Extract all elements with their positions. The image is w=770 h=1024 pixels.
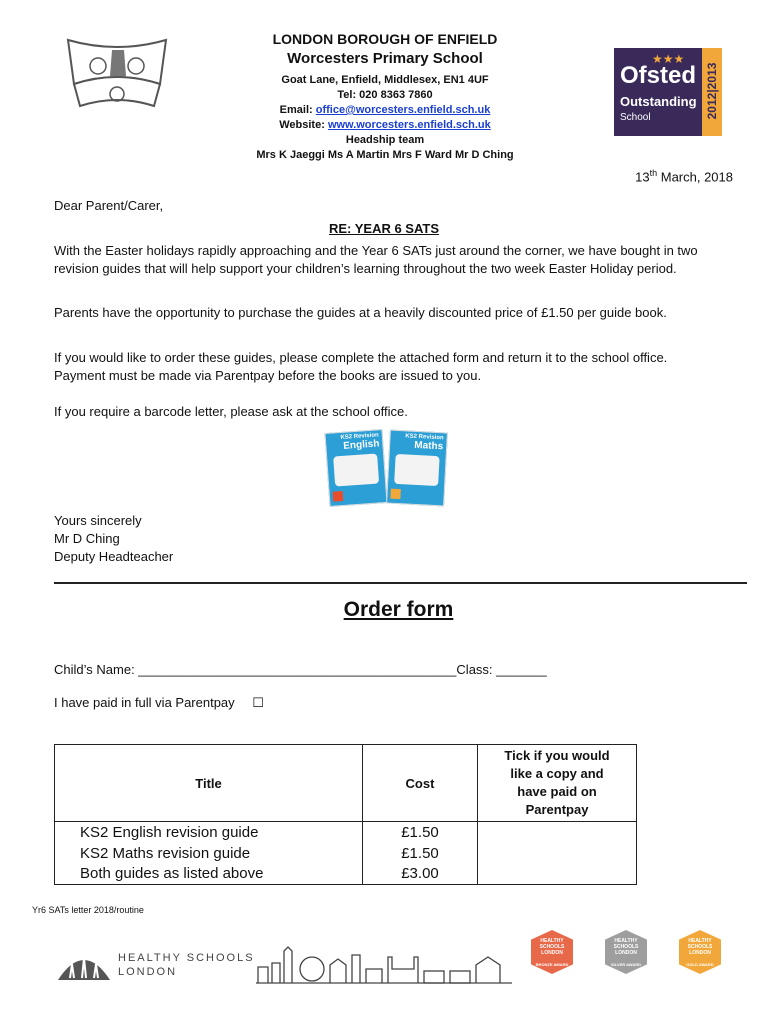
signer-name: Mr D Ching xyxy=(54,531,120,546)
class-label: Class: xyxy=(456,662,497,677)
row-cost: £1.50 xyxy=(363,822,478,843)
gold-l4: GOLD AWARD xyxy=(686,962,714,967)
maths-guide-cover xyxy=(386,430,448,507)
maths-cover-top: KS2 Revision xyxy=(405,433,444,442)
subject-text: RE: YEAR 6 SATS xyxy=(328,221,440,236)
row-title: KS2 Maths revision guide xyxy=(55,843,363,864)
letterhead xyxy=(185,30,585,163)
row-title: KS2 English revision guide xyxy=(55,822,363,843)
healthy-schools-logo xyxy=(54,944,114,984)
paid-row xyxy=(54,694,264,713)
bronze-l2: SCHOOLS xyxy=(539,944,565,950)
row-cost: £1.50 xyxy=(363,843,478,864)
english-cover-title: English xyxy=(342,438,380,452)
silver-l2: SCHOOLS xyxy=(613,944,639,950)
table-row xyxy=(55,864,637,885)
paid-checkbox[interactable]: ☐ xyxy=(252,696,264,711)
paid-label: I have paid in full via Parentpay xyxy=(54,695,235,710)
order-form-title xyxy=(0,598,770,622)
ofsted-badge xyxy=(614,48,722,136)
order-table xyxy=(54,744,637,885)
english-cover-top: KS2 Revision xyxy=(340,432,379,442)
gold-award-text xyxy=(679,938,721,968)
silver-award-text xyxy=(605,938,647,968)
letter-date xyxy=(635,164,733,186)
date-suffix: th xyxy=(649,168,658,178)
ofsted-kind: School xyxy=(620,112,651,123)
class-field[interactable]: _______ xyxy=(496,662,547,677)
row-title: Both guides as listed above xyxy=(55,864,363,885)
paragraph-1: With the Easter holidays rapidly approaching and the Year 6 SATs just around the corner, we have bought in two revision guides that will help support your children’s learning throughout the two week Easter Holiday period. xyxy=(54,243,698,276)
silver-l1: HEALTHY xyxy=(614,938,638,944)
row-cost: £3.00 xyxy=(363,864,478,885)
gold-l1: HEALTHY xyxy=(688,938,712,944)
row-tick-cell[interactable] xyxy=(478,843,637,864)
maths-cover-title: Maths xyxy=(413,439,444,453)
maths-cover-art xyxy=(394,454,440,486)
ofsted-brand: Ofsted xyxy=(620,62,697,89)
silver-l4: SILVER AWARD xyxy=(610,962,641,967)
london-skyline xyxy=(256,945,512,985)
ofsted-rating: Outstanding xyxy=(620,94,697,109)
date-rest: March, 2018 xyxy=(657,169,733,185)
footer-reference: Yr6 SATs letter 2018/routine xyxy=(32,905,144,915)
row-tick-cell[interactable] xyxy=(478,822,637,843)
table-header-row xyxy=(55,745,637,822)
bronze-award-text xyxy=(531,938,573,968)
closing: Yours sincerely xyxy=(54,513,142,528)
signer-role: Deputy Headteacher xyxy=(54,549,174,564)
child-name-row xyxy=(54,661,547,679)
website-link[interactable]: www.worcesters.enfield.sch.uk xyxy=(327,119,491,131)
english-cover-badge xyxy=(333,491,344,502)
school-phone: Tel: 020 8363 7860 xyxy=(337,89,433,101)
email-label: Email: xyxy=(279,104,316,116)
child-name-label: Child’s Name: xyxy=(54,662,139,677)
school-address: Goat Lane, Enfield, Middlesex, EN1 4UF xyxy=(281,74,489,86)
english-cover-art xyxy=(333,453,379,486)
healthy-schools-wordmark xyxy=(118,951,255,979)
paragraph-2: Parents have the opportunity to purchase the guides at a heavily discounted price of £1.50 per guide book. xyxy=(54,305,667,320)
gold-l3: LONDON xyxy=(689,950,711,956)
gold-l2: SCHOOLS xyxy=(687,944,713,950)
section-divider xyxy=(54,582,747,584)
header-tick: Tick if you would like a copy and have paid on Parentpay xyxy=(478,745,637,822)
hs-line-2: LONDON xyxy=(118,966,178,978)
bronze-l1: HEALTHY xyxy=(540,938,564,944)
people-icon xyxy=(54,944,114,984)
bronze-l3: LONDON xyxy=(541,950,563,956)
school-name: Worcesters Primary School xyxy=(287,50,483,67)
date-day: 13 xyxy=(635,169,650,185)
school-website-row xyxy=(185,118,585,133)
header-cost: Cost xyxy=(363,745,478,822)
school-email-row xyxy=(185,103,585,118)
sign-off xyxy=(54,512,173,566)
silver-l3: LONDON xyxy=(615,950,637,956)
ofsted-years: 2012|2013 xyxy=(705,62,719,120)
hs-line-1: HEALTHY SCHOOLS xyxy=(118,952,255,964)
greeting: Dear Parent/Carer, xyxy=(54,198,164,213)
email-link[interactable]: office@worcesters.enfield.sch.uk xyxy=(315,104,491,116)
header-title: Title xyxy=(55,745,363,822)
child-name-field[interactable]: ____________________________________________ xyxy=(138,662,457,677)
paragraph-4: If you require a barcode letter, please ask at the school office. xyxy=(54,404,408,419)
english-guide-cover xyxy=(324,429,387,507)
borough-name: LONDON BOROUGH OF ENFIELD xyxy=(272,31,498,47)
table-row xyxy=(55,822,637,843)
table-row xyxy=(55,843,637,864)
bronze-l4: BRONZE AWARD xyxy=(535,962,569,967)
order-form-title-text: Order form xyxy=(343,598,454,621)
school-crest-logo xyxy=(62,36,172,116)
row-tick-cell[interactable] xyxy=(478,864,637,885)
paragraph-3: If you would like to order these guides, please complete the attached form and return it to the school office. Payment must be made via Parentpay before the books are issued to you. xyxy=(54,350,668,383)
subject-line xyxy=(54,220,714,238)
website-label: Website: xyxy=(279,119,328,131)
maths-cover-badge xyxy=(390,489,401,500)
team-members: Mrs K Jaeggi Ms A Martin Mrs F Ward Mr D Ching xyxy=(256,149,514,161)
ofsted-stars: ★★★ xyxy=(652,52,685,66)
skyline-icon xyxy=(256,945,512,985)
team-title: Headship team xyxy=(345,134,425,146)
